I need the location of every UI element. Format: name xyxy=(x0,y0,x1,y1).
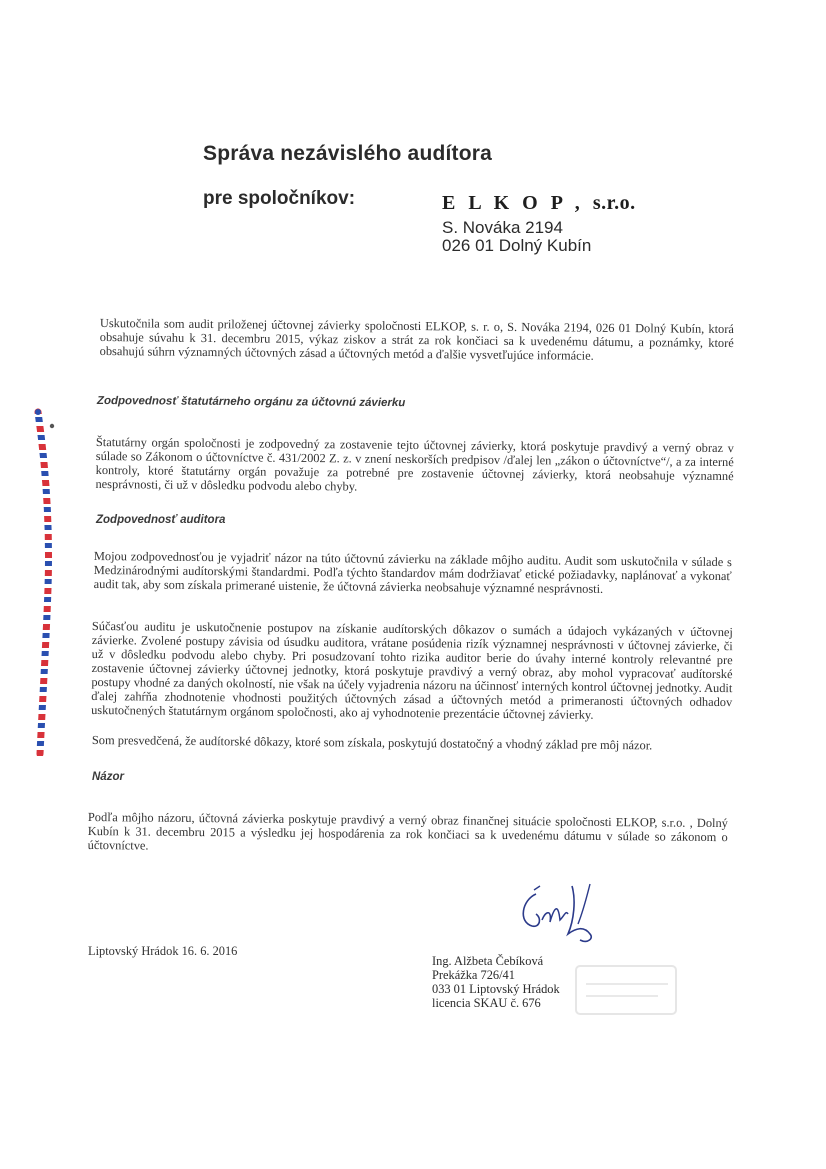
company-address-city: 026 01 Dolný Kubín xyxy=(442,236,592,255)
company-name-text: E L K O P , xyxy=(442,192,584,214)
auditor-name: Ing. Alžbeta Čebíková xyxy=(432,954,544,968)
evidence-paragraph: Som presvedčená, že audítorské dôkazy, ktoré som získala, poskytujú dostatočný a vhodný základ pre môj názor. xyxy=(91,733,653,753)
auditor-signature-block xyxy=(432,954,560,1010)
page-title: Správa nezávislého audítora xyxy=(203,142,493,165)
heading-opinion: Názor xyxy=(92,771,124,783)
auditor-city: 033 01 Liptovský Hrádok xyxy=(432,982,560,996)
statutory-paragraph: Štatutárny orgán spoločnosti je zodpovedný za zostavenie tejto účtovnej závierky, ktorá poskytuje pravdivý a verný obraz v súlade so Zákonom o účtovníctve č. 431/2002 Z. z. v znení neskorších predpisov /ďalej len „zákon o účtovníctve“/, a za interné kontroly, ktoré štatutárny orgán považuje za potrebné pre zostavenie účtovnej závierky, ktorá neobsahuje významné nesprávnosti, či už v dôsledku podvodu alebo chyby. xyxy=(95,435,734,494)
company-legal-form: s.r.o. xyxy=(592,192,636,214)
auditor-responsibility-paragraph-2: Súčasťou auditu je uskutočnenie postupov na získanie audítorských dôkazov o sumách a údajoch vykázaných v účtovnej závierke. Zvolené postupy závisia od úsudku auditora, vrátane posúdenia rizík významnej nesprávnosti v účtovnej závierke, či už v dôsledku podvodu alebo chyby. Pri posudzovaní tohto rizika auditor berie do úvahy interné kontroly relevantné pre zostavenie účtovnej závierky účtovnej jednotky, ktorá poskytuje pravdivý a verný obraz, aby mohol vypracovať audítorské postupy vhodné za daných okolností, nie však na účely vyjadrenia názoru na účinnosť interných kontrol účtovnej jednotky. Audit ďalej zahŕňa zhodnotenie vhodnosti použitých účtovných zásad a účtovných metód a primeranosti účtovných odhadov uskutočnených štatutárnym orgánom spoločnosti, ako aj vyhodnotenie prezentácie účtovnej závierky. xyxy=(91,619,733,722)
auditor-license: licencia SKAU č. 676 xyxy=(432,996,541,1010)
opinion-paragraph: Podľa môjho názoru, účtovná závierka poskytuje pravdivý a verný obraz finančnej situácie spoločnosti ELKOP, s.r.o. , Dolný Kubín k 31. decembru 2015 a výsledku jej hospodárenia za rok končiaci sa k uvedenému dátumu v súlade so zákonom o účtovníctve. xyxy=(87,810,728,853)
heading-statutory-responsibility: Zodpovednosť štatutárneho orgánu za účtovnú závierku xyxy=(96,395,406,410)
recipient-label: pre spoločníkov: xyxy=(203,188,356,209)
auditor-responsibility-paragraph-1: Mojou zodpovednosťou je vyjadriť názor na túto účtovnú závierku na základe môjho auditu. Audit som uskutočnila v súlade s Medzinárodnými audítorskými štandardmi. Podľa týchto štandardov mám dodržiavať etické požiadavky, naplánovať a vykonať audit tak, aby som získala primerané uistenie, že účtovná závierka neobsahuje významné nesprávnosti. xyxy=(93,549,732,596)
auditor-street: Prekážka 726/41 xyxy=(432,968,515,982)
company-address-street: S. Nováka 2194 xyxy=(442,218,563,237)
heading-auditor-responsibility: Zodpovednosť auditora xyxy=(96,514,226,526)
faded-stamp xyxy=(572,960,682,1020)
intro-paragraph: Uskutočnila som audit priloženej účtovnej závierky spoločnosti ELKOP, s. r. o, S. Nováka 2194, 026 01 Dolný Kubín, ktorá obsahuje súvahu k 31. decembru 2015, výkaz ziskov a strát za rok končiaci sa k uvedenému dátumu, a poznámky, ktoré obsahujú súhrn významných účtovných zásad a účtovných metód a ďalšie vysvetľujúce informácie. xyxy=(99,316,734,363)
handwritten-signature xyxy=(506,880,606,950)
place-and-date: Liptovský Hrádok 16. 6. 2016 xyxy=(88,944,238,958)
company-name xyxy=(442,192,636,215)
binding-cord xyxy=(28,408,62,758)
